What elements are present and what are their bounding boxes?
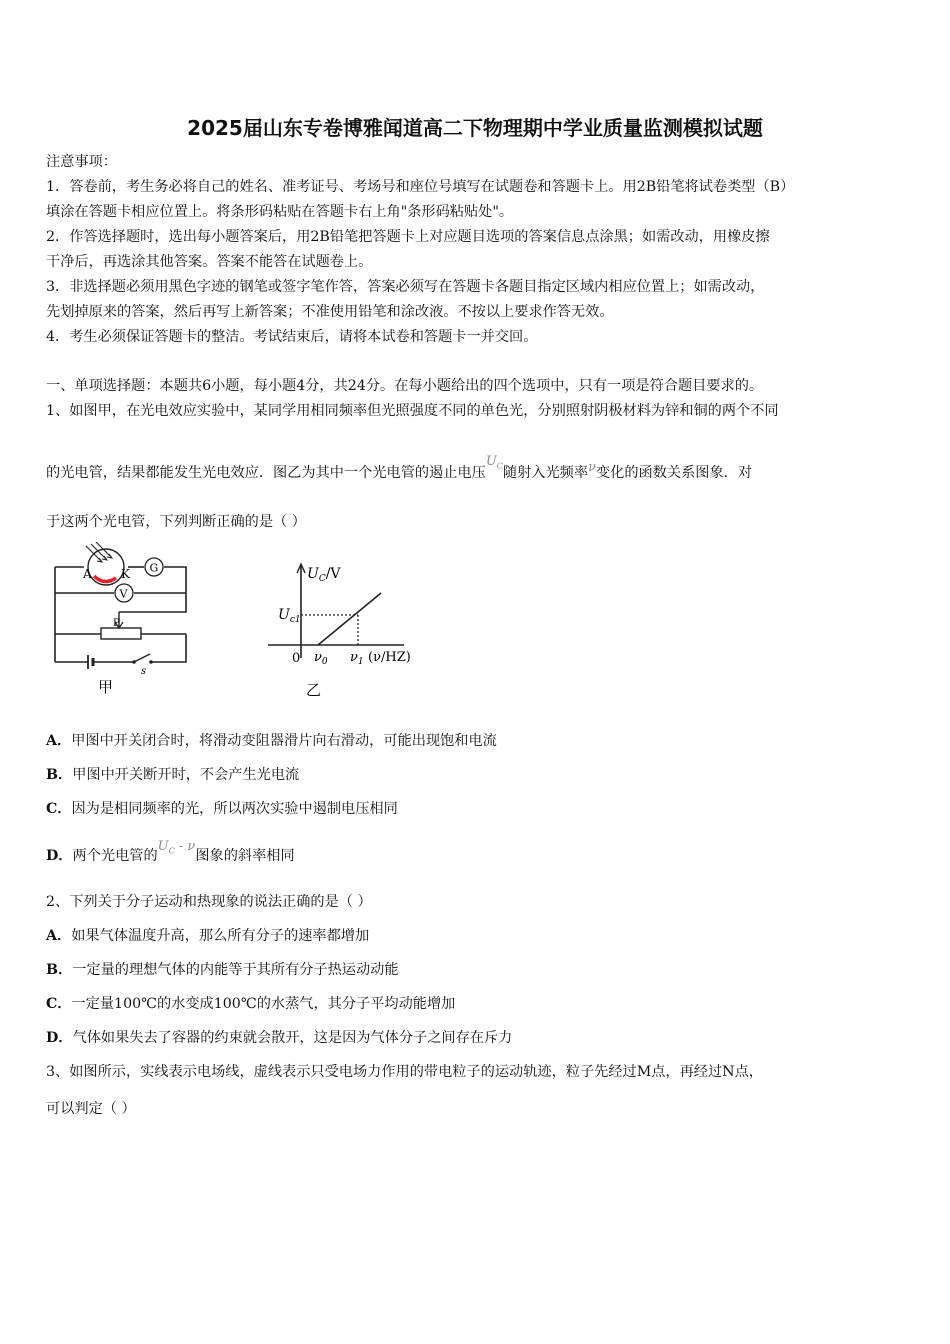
q1-stem-text: 变化的函数关系图象．对 (595, 465, 753, 481)
label-s: s (141, 666, 147, 677)
q1-stem-text: 随射入光频率 (502, 465, 589, 481)
notice-line: 3．非选择题必须用黑色字迹的钢笔或签字笔作答，答案必须写在答题卡各题目指定区域内相应位置上；如需改动， (46, 279, 765, 295)
q1-stem-line: 1、如图甲，在光电效应实验中，某同学用相同频率但光照强度不同的单色光，分别照射阴极材料为锌和铜的两个不同 (46, 403, 779, 419)
label-g: G (149, 561, 159, 575)
q1-option-c: C．因为是相同频率的光，所以两次实验中遏制电压相同 (46, 801, 398, 817)
notice-line: 填涂在答题卡相应位置上。将条形码粘贴在答题卡右上角"条形码粘贴处"。 (46, 204, 514, 220)
q3-stem-line: 3、如图所示，实线表示电场线，虚线表示只受电场力作用的带电粒子的运动轨迹，粒子先经过M点，再经过N点， (46, 1064, 763, 1080)
uc-frequency-graph (264, 558, 424, 700)
q2-option-b: B．一定量的理想气体的内能等于其所有分子热运动动能 (46, 962, 399, 978)
circuit-diagram (46, 542, 196, 702)
notice-line: 干净后，再选涂其他答案。答案不能答在试题卷上。 (46, 254, 373, 270)
q2-option-a: A．如果气体温度升高，那么所有分子的速率都增加 (46, 928, 370, 944)
label-v: V (119, 587, 128, 601)
figure-caption-jia: 甲 (98, 678, 114, 696)
q2-stem: 2、下列关于分子运动和热现象的说法正确的是（ ） (46, 894, 372, 910)
q2-option-d: D．气体如果失去了容器的约束就会散开，这是因为气体分子之间存在斥力 (46, 1030, 513, 1046)
section-heading: 一、单项选择题：本题共6小题，每小题4分，共24分。在每小题给出的四个选项中，只有一项是符合题目要求的。 (46, 378, 764, 394)
nu-symbol: ν (588, 460, 596, 475)
q1-option-b: B．甲图中开关断开时，不会产生光电流 (46, 767, 300, 783)
notice-line: 4．考生必须保证答题卡的整洁。考试结束后，请将本试卷和答题卡一并交回。 (46, 329, 538, 345)
page-title: 2025届山东专卷博雅闻道高二下物理期中学业质量监测模拟试题 (187, 116, 763, 140)
graph-uc1-label: $U_{c1}$ (278, 607, 301, 625)
figure-caption-yi: 乙 (306, 681, 322, 699)
q1-stem-text: 的光电管，结果都能发生光电效应．图乙为其中一个光电管的遏止电压 (46, 465, 486, 481)
graph-x-axis-label: (ν/HZ) (368, 650, 411, 665)
label-p: P (113, 618, 120, 629)
notice-line: 1．答卷前，考生务必将自己的姓名、准考证号、考场号和座位号填写在试题卷和答题卡上。用2B铅笔将试卷类型（B） (46, 179, 795, 195)
notice-heading: 注意事项： (46, 154, 117, 170)
q3-stem-line: 可以判定（ ） (46, 1101, 136, 1117)
q1-option-a: A．甲图中开关闭合时，将滑动变阻器滑片向右滑动，可能出现饱和电流 (46, 733, 497, 749)
q1-stem-line (46, 454, 753, 489)
label-a: A (83, 567, 92, 581)
graph-nu0-label: $\nu_0$ (314, 650, 328, 667)
q1-stem-line: 于这两个光电管，下列判断正确的是（ ） (46, 514, 306, 530)
graph-origin-label: 0 (292, 651, 301, 666)
notice-line: 2．作答选择题时，选出每小题答案后，用2B铅笔把答题卡上对应题目选项的答案信息点涂黑；如需改动，用橡皮擦 (46, 229, 770, 245)
graph-nu1-label: $\nu_1$ (350, 650, 364, 667)
uc-symbol: $U_C$ (485, 454, 503, 471)
q2-option-c: C．一定量100℃的水变成100℃的水蒸气，其分子平均动能增加 (46, 996, 456, 1012)
q1-option-d: D．两个光电管的$U_C$ - ν图象的斜率相同 (46, 839, 295, 864)
label-k: K (121, 567, 130, 581)
graph-y-axis-label: $U_C/V$ (307, 566, 341, 584)
uc-nu-symbol: $U_C$ - ν (157, 839, 196, 856)
notice-line: 先划掉原来的答案，然后再写上新答案；不准使用铅笔和涂改液。不按以上要求作答无效。 (46, 304, 614, 320)
